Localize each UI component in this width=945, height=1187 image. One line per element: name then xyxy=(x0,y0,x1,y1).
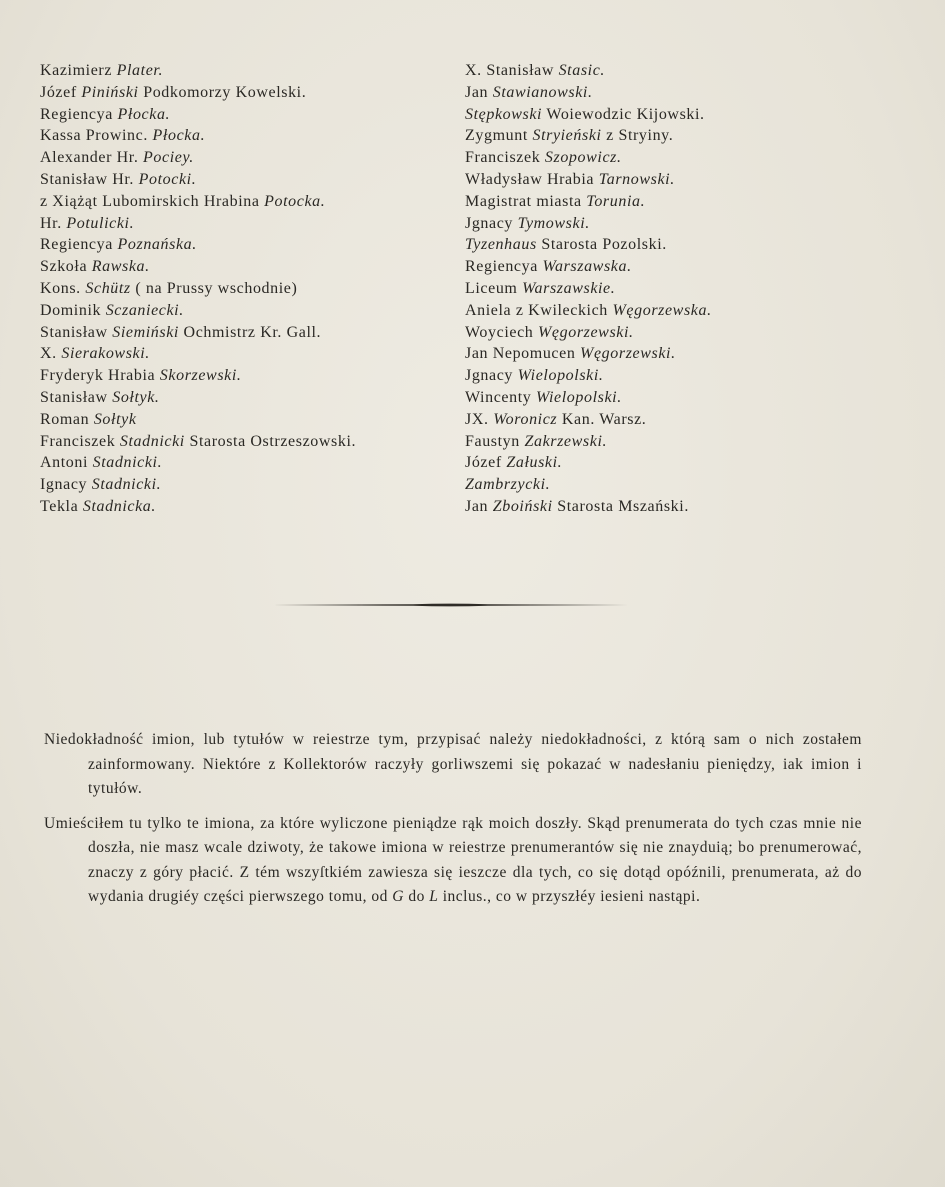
subscriber-surname: Stasic. xyxy=(558,62,605,79)
subscriber-prefix: Stanisław xyxy=(40,388,113,406)
subscriber-surname: Stadnicka. xyxy=(82,497,156,515)
subscriber-surname: Potocki. xyxy=(138,170,197,188)
subscriber-entry xyxy=(465,169,925,191)
subscriber-prefix: Liceum xyxy=(465,279,523,297)
subscriber-surname: Węgorzewski. xyxy=(580,345,676,363)
subscriber-prefix: Zygmunt xyxy=(465,127,533,145)
subscriber-surname: Schütz xyxy=(85,279,131,297)
subscriber-entry xyxy=(40,60,460,82)
subscriber-surname: Stadnicki. xyxy=(91,476,162,494)
subscriber-entry xyxy=(465,409,925,431)
subscriber-prefix: Regiencya xyxy=(40,105,118,123)
subscriber-entry xyxy=(465,191,925,213)
subscriber-prefix: z Xiążąt Lubomirskich Hrabina xyxy=(40,192,265,210)
subscriber-prefix: Magistrat miasta xyxy=(465,192,587,210)
subscriber-surname: Sołtyk xyxy=(93,410,137,428)
subscriber-entry xyxy=(465,82,925,104)
subscriber-title: Starosta Pozolski. xyxy=(536,236,667,254)
subscriber-title: Kan. Warsz. xyxy=(557,410,647,428)
subscriber-prefix: X. Stanisław xyxy=(465,62,559,79)
subscriber-entry xyxy=(40,322,460,344)
subscriber-entry xyxy=(40,125,460,147)
subscriber-entry xyxy=(40,452,460,474)
subscriber-entry xyxy=(40,82,460,104)
subscriber-prefix: Władysław Hrabia xyxy=(465,170,599,188)
note-paragraph-2-letter-l: L xyxy=(429,888,439,905)
subscriber-surname: Załuski. xyxy=(506,454,563,472)
note-paragraph-1: Niedokładność imion, lub tytułów w reiestrze tym, przypisać należy niedokładności, z którą sam o nich zostałem zainformowany. Niektóre z Kollektorów raczyły gorliwszemi się pokazać w nadesłaniu pieniędzy, iak imion i tytułów. xyxy=(44,731,862,797)
subscriber-surname: Potocka. xyxy=(264,192,326,210)
subscriber-prefix: Hr. xyxy=(40,214,67,232)
subscriber-entry xyxy=(465,365,925,387)
subscriber-title: Starosta Mszański. xyxy=(552,497,689,515)
subscriber-surname: Rawska. xyxy=(91,258,150,276)
subscriber-prefix: Józef xyxy=(40,83,82,101)
editor-notes xyxy=(44,728,862,920)
note-paragraph-2 xyxy=(44,812,862,910)
subscriber-entry xyxy=(40,387,460,409)
subscriber-prefix: Franciszek xyxy=(465,149,545,167)
subscriber-prefix: Stanisław Hr. xyxy=(40,170,139,188)
subscriber-entry xyxy=(40,256,460,278)
subscriber-title: Podkomorzy Kowelski. xyxy=(138,83,307,101)
subscriber-entry xyxy=(465,431,925,453)
subscriber-surname: Tymowski. xyxy=(517,214,590,232)
subscriber-prefix: Woyciech xyxy=(465,323,538,341)
subscriber-entry xyxy=(40,431,460,453)
subscriber-surname: Poznańska. xyxy=(117,236,197,254)
subscriber-prefix: Regiencya xyxy=(465,258,543,276)
subscriber-surname: Piniński xyxy=(81,83,139,101)
note-paragraph-2-do: do xyxy=(404,888,430,905)
subscriber-surname: Plater. xyxy=(116,62,164,79)
subscriber-title: ( na Prussy wschodnie) xyxy=(130,279,298,297)
subscriber-entry xyxy=(465,125,925,147)
subscriber-entry xyxy=(40,213,460,235)
note-paragraph-2-text-a: Umieściłem tu tylko te imiona, za które wyliczone pieniądze rąk moich doszły. Skąd prenumerata do tych czas mnie nie doszła, nie masz wcale dziwoty, że takowe imiona w reiestrze prenumerantów się nie znayduią; bo prenumerować, znaczy z góry płacić. Z tém wszyſtkiém zawiesza się ieszcze dla tych, co się dotąd opóźnili, prenumerata, aż do wydania drugiéy części pierwszego tomu, od xyxy=(44,814,862,905)
subscriber-prefix: Franciszek xyxy=(40,432,120,450)
subscriber-surname: Sierakowski. xyxy=(61,345,150,363)
subscriber-title: Ochmistrz Kr. Gall. xyxy=(178,323,322,341)
subscriber-prefix: Antoni xyxy=(40,454,93,472)
subscriber-prefix: Jan xyxy=(465,497,493,515)
decorative-rule xyxy=(273,603,628,607)
note-paragraph-2-letter-g: G xyxy=(392,888,404,905)
subscriber-surname: Stadnicki. xyxy=(92,454,163,472)
subscriber-surname: Stryieński xyxy=(532,127,602,145)
subscriber-surname: Potulicki. xyxy=(66,214,135,232)
subscriber-prefix: Kons. xyxy=(40,279,86,297)
subscriber-entry xyxy=(465,234,925,256)
subscriber-prefix: Faustyn xyxy=(465,432,525,450)
subscriber-surname: Szopowicz. xyxy=(544,149,622,167)
subscriber-surname: Stawianowski. xyxy=(492,83,593,101)
subscriber-entry xyxy=(40,474,460,496)
subscriber-surname: Tarnowski. xyxy=(598,170,675,188)
subscriber-surname: Sczaniecki. xyxy=(105,301,184,319)
subscriber-surname: Torunia. xyxy=(586,192,646,210)
subscriber-list-right-column xyxy=(465,60,925,518)
subscriber-entry xyxy=(465,387,925,409)
subscriber-surname: Siemiński xyxy=(112,323,179,341)
subscriber-entry xyxy=(465,322,925,344)
subscriber-surname: Węgorzewski. xyxy=(537,323,634,341)
subscriber-prefix: Aniela z Kwileckich xyxy=(465,301,613,319)
subscriber-title: z Stryiny. xyxy=(601,127,674,145)
subscriber-entry xyxy=(40,234,460,256)
subscriber-entry xyxy=(465,300,925,322)
subscriber-surname: Zambrzycki. xyxy=(465,476,551,494)
subscriber-surname: Wielopolski. xyxy=(535,388,622,406)
subscriber-entry xyxy=(465,60,925,82)
subscriber-prefix: Jan Nepomucen xyxy=(465,345,581,363)
subscriber-entry xyxy=(465,213,925,235)
subscriber-title: Woiewodzic Kijowski. xyxy=(542,105,705,123)
subscriber-prefix: Roman xyxy=(40,410,94,428)
subscriber-prefix: Ignacy xyxy=(40,476,92,494)
subscriber-prefix: Alexander Hr. xyxy=(40,149,144,167)
subscriber-prefix: Kazimierz xyxy=(40,62,117,79)
subscriber-entry xyxy=(40,343,460,365)
subscriber-prefix: Kassa Prowinc. xyxy=(40,127,153,145)
subscriber-prefix: X. xyxy=(40,345,62,363)
subscriber-entry xyxy=(465,256,925,278)
subscriber-prefix: Dominik xyxy=(40,301,106,319)
subscriber-surname: Woronicz xyxy=(493,410,558,428)
subscriber-surname: Zboiński xyxy=(492,497,553,515)
subscriber-entry xyxy=(40,278,460,300)
subscriber-surname: Skorzewski. xyxy=(159,367,242,385)
subscriber-prefix: JX. xyxy=(465,410,494,428)
subscriber-entry xyxy=(465,474,925,496)
subscriber-prefix: Stanisław xyxy=(40,323,113,341)
subscriber-entry xyxy=(465,343,925,365)
subscriber-prefix: Wincenty xyxy=(465,388,536,406)
subscriber-entry xyxy=(40,147,460,169)
note-paragraph-2-text-b: inclus., co w przyszłéy iesieni nastąpi. xyxy=(438,888,701,905)
subscriber-surname: Wielopolski. xyxy=(517,367,604,385)
subscriber-surname: Sołtyk. xyxy=(112,388,160,406)
subscriber-entry xyxy=(40,169,460,191)
subscriber-title: Starosta Ostrzeszowski. xyxy=(184,432,357,450)
subscriber-prefix: Józef xyxy=(465,454,507,472)
subscriber-surname: Warszawska. xyxy=(542,258,632,276)
subscriber-prefix: Jan xyxy=(465,83,493,101)
subscriber-entry xyxy=(465,147,925,169)
subscriber-surname: Stadnicki xyxy=(119,432,185,450)
subscriber-prefix: Regiencya xyxy=(40,236,118,254)
subscriber-surname: Płocka. xyxy=(152,127,206,145)
subscriber-entry xyxy=(40,104,460,126)
subscriber-surname: Węgorzewska. xyxy=(612,301,712,319)
subscriber-entry xyxy=(465,278,925,300)
subscriber-surname: Tyzenhaus xyxy=(465,236,537,254)
subscriber-entry xyxy=(40,496,460,518)
subscriber-surname: Płocka. xyxy=(117,105,171,123)
subscriber-prefix: Szkoła xyxy=(40,258,92,276)
subscriber-entry xyxy=(465,104,925,126)
subscriber-prefix: Tekla xyxy=(40,497,83,515)
subscriber-prefix: Jgnacy xyxy=(465,367,518,385)
subscriber-surname: Pociey. xyxy=(143,149,194,167)
subscriber-surname: Zakrzewski. xyxy=(524,432,608,450)
subscriber-prefix: Jgnacy xyxy=(465,214,518,232)
subscriber-entry xyxy=(40,365,460,387)
subscriber-prefix: Fryderyk Hrabia xyxy=(40,367,160,385)
subscriber-surname: Stępkowski xyxy=(465,105,543,123)
subscriber-entry xyxy=(40,191,460,213)
subscriber-entry xyxy=(465,452,925,474)
subscriber-entry xyxy=(40,409,460,431)
subscriber-surname: Warszawskie. xyxy=(522,279,616,297)
subscriber-list-left-column xyxy=(40,60,460,518)
subscriber-entry xyxy=(465,496,925,518)
subscriber-entry xyxy=(40,300,460,322)
